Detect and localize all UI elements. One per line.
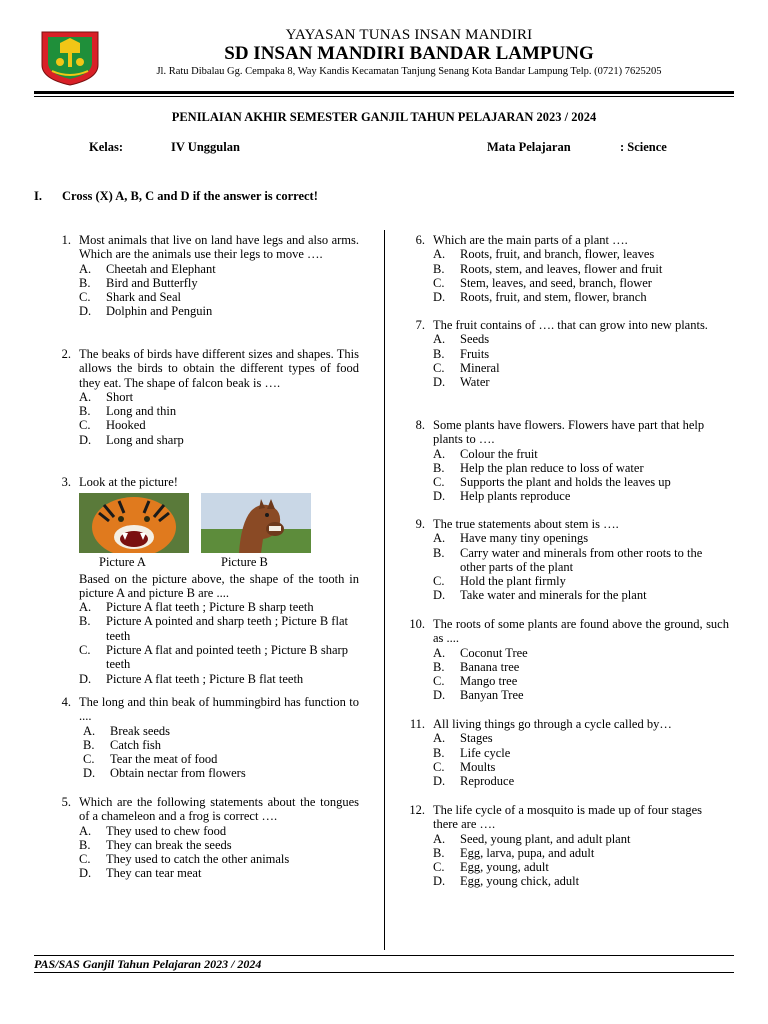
question-number: 4. xyxy=(61,695,71,709)
question-stem: The beaks of birds have different sizes and shapes. This allows the birds to obtain the different types of food they eat. The shape of falcon beak is …. xyxy=(79,347,359,390)
question-number: 6. xyxy=(415,233,425,247)
footer-rule-top xyxy=(34,955,734,956)
question-number: 11. xyxy=(409,717,425,731)
option-c[interactable]: C. Picture A flat and pointed teeth ; Picture B sharp teeth xyxy=(79,643,348,672)
section-instruction: Cross (X) A, B, C and D if the answer is correct! xyxy=(62,189,318,203)
question-stem: The life cycle of a mosquito is made up of four stages there are …. xyxy=(433,803,703,832)
option-d[interactable]: D. Egg, young chick, adult xyxy=(433,874,580,889)
option-d[interactable]: D. Help plants reproduce xyxy=(433,489,571,504)
option-b[interactable]: B. Life cycle xyxy=(433,745,511,760)
option-b[interactable]: B. Long and thin xyxy=(79,404,177,419)
question-11 xyxy=(399,717,729,788)
option-c[interactable]: C. Hooked xyxy=(79,418,146,433)
question-12 xyxy=(399,803,729,889)
option-b[interactable]: B. They can break the seeds xyxy=(79,837,232,852)
header-rule-thin xyxy=(34,96,734,97)
option-d[interactable]: D. Roots, fruit, and stem, flower, branch xyxy=(433,290,647,305)
exam-title: PENILAIAN AKHIR SEMESTER GANJIL TAHUN PELAJARAN 2023 / 2024 xyxy=(171,110,597,124)
option-d[interactable]: D. Long and sharp xyxy=(79,432,184,447)
option-c[interactable]: C. Stem, leaves, and seed, branch, flower xyxy=(433,275,652,290)
question-number: 10. xyxy=(409,617,425,631)
option-a[interactable]: A. Cheetah and Elephant xyxy=(79,261,216,276)
question-number: 7. xyxy=(415,318,425,332)
option-a[interactable]: A. Short xyxy=(79,389,134,404)
picture-captions xyxy=(79,555,359,569)
option-b[interactable]: B. Fruits xyxy=(433,346,490,361)
option-c[interactable]: C. Hold the plant firmly xyxy=(433,574,566,589)
question-stem: Most animals that live on land have legs and also arms. Which are the animals use their legs to move …. xyxy=(79,233,359,262)
section-heading xyxy=(34,189,318,204)
option-c[interactable]: C. Egg, young, adult xyxy=(433,860,549,875)
question-number: 12. xyxy=(409,803,425,817)
option-a[interactable]: A. Seed, young plant, and adult plant xyxy=(433,831,631,846)
option-b[interactable]: B. Banana tree xyxy=(433,659,520,674)
question-number: 3. xyxy=(61,475,71,489)
question-stem: The fruit contains of …. that can grow into new plants. xyxy=(433,318,708,332)
question-6 xyxy=(399,233,729,304)
option-a[interactable]: A. Coconut Tree xyxy=(433,645,528,660)
question-8 xyxy=(399,418,729,504)
subject-label: Mata Pelajaran xyxy=(487,140,571,154)
question-7 xyxy=(399,318,729,389)
option-a[interactable]: A. Stages xyxy=(433,731,493,746)
column-divider xyxy=(384,230,385,950)
option-d[interactable]: D. Dolphin and Penguin xyxy=(79,304,213,319)
option-a[interactable]: A. Have many tiny openings xyxy=(433,531,589,546)
question-stem: The long and thin beak of hummingbird has function to .... xyxy=(79,695,359,724)
horse-picture xyxy=(201,493,311,553)
school-address: Jl. Ratu Dibalau Gg. Cempaka 8, Way Kandis Kecamatan Tanjung Senang Kota Bandar Lampung Telp. (0721) 7625205 xyxy=(156,66,662,77)
question-2 xyxy=(45,347,359,447)
question-number: 9. xyxy=(415,517,425,531)
question-1 xyxy=(45,233,359,319)
school-name: SD INSAN MANDIRI BANDAR LAMPUNG xyxy=(224,43,594,64)
question-stem: Which are the main parts of a plant …. xyxy=(433,233,628,247)
question-stem: Some plants have flowers. Flowers have part that help plants to …. xyxy=(433,418,705,447)
option-b[interactable]: B. Bird and Butterfly xyxy=(79,275,198,290)
option-b[interactable]: B. Picture A pointed and sharp teeth ; Picture B flat teeth xyxy=(79,614,348,643)
tiger-picture xyxy=(79,493,189,553)
option-d[interactable]: D. Obtain nectar from flowers xyxy=(83,766,246,781)
section-number: I. xyxy=(34,189,42,203)
question-stem: All living things go through a cycle called by… xyxy=(433,717,672,731)
header-rule-thick xyxy=(34,91,734,94)
question-5 xyxy=(45,795,359,881)
question-9 xyxy=(399,517,729,603)
question-number: 2. xyxy=(61,347,71,361)
option-a[interactable]: A. They used to chew food xyxy=(79,823,227,838)
option-b[interactable]: B. Carry water and minerals from other roots to the other parts of the plant xyxy=(433,545,703,574)
question-stem-continued: Based on the picture above, the shape of the tooth in picture A and picture B are .... xyxy=(79,571,359,600)
footer-rule-bottom xyxy=(34,972,734,973)
option-c[interactable]: C. Tear the meat of food xyxy=(83,752,218,767)
subject-value: : Science xyxy=(620,140,667,154)
option-b[interactable]: B. Roots, stem, and leaves, flower and fruit xyxy=(433,261,663,276)
question-10 xyxy=(399,617,729,703)
question-3 xyxy=(45,475,359,686)
option-c[interactable]: C. Shark and Seal xyxy=(79,290,181,305)
class-label: Kelas: xyxy=(89,140,124,154)
picture-b-caption: Picture B xyxy=(221,555,268,570)
question-stem: Which are the following statements about the tongues of a chameleon and a frog is correct …. xyxy=(79,795,359,824)
question-number: 8. xyxy=(415,418,425,432)
option-d[interactable]: D. Banyan Tree xyxy=(433,688,524,703)
question-stem: Look at the picture! xyxy=(79,475,178,489)
question-stem: The roots of some plants are found above the ground, such as .... xyxy=(433,617,729,646)
option-a[interactable]: A. Picture A flat teeth ; Picture B sharp teeth xyxy=(79,600,314,615)
option-b[interactable]: B. Egg, larva, pupa, and adult xyxy=(433,845,595,860)
option-a[interactable]: A. Roots, fruit, and branch, flower, leaves xyxy=(433,247,655,262)
question-number: 1. xyxy=(61,233,71,247)
option-d[interactable]: D. They can tear meat xyxy=(79,866,202,881)
option-d[interactable]: D. Reproduce xyxy=(433,774,515,789)
option-a[interactable]: A. Break seeds xyxy=(83,723,171,738)
class-value: IV Unggulan xyxy=(171,140,240,154)
option-b[interactable]: B. Catch fish xyxy=(83,737,162,752)
option-d[interactable]: D. Take water and minerals for the plant xyxy=(433,588,647,603)
option-a[interactable]: A. Seeds xyxy=(433,332,490,347)
option-d[interactable]: D. Picture A flat teeth ; Picture B flat teeth xyxy=(79,671,304,686)
picture-row xyxy=(79,493,359,553)
option-c[interactable]: C. Mineral xyxy=(433,360,500,375)
footer-text: PAS/SAS Ganjil Tahun Pelajaran 2023 / 2024 xyxy=(34,957,262,971)
option-a[interactable]: A. Colour the fruit xyxy=(433,446,538,461)
question-number: 5. xyxy=(61,795,71,809)
option-d[interactable]: D. Water xyxy=(433,375,490,390)
picture-a-caption: Picture A xyxy=(99,555,146,570)
option-c[interactable]: C. They used to catch the other animals xyxy=(79,852,290,867)
option-c[interactable]: C. Supports the plant and holds the leaves up xyxy=(433,475,671,490)
question-stem: The true statements about stem is …. xyxy=(433,517,619,531)
question-4 xyxy=(45,695,359,781)
option-b[interactable]: B. Help the plan reduce to loss of water xyxy=(433,460,644,475)
foundation-name: YAYASAN TUNAS INSAN MANDIRI xyxy=(285,27,533,43)
option-c[interactable]: C. Moults xyxy=(433,759,496,774)
option-c[interactable]: C. Mango tree xyxy=(433,674,518,689)
